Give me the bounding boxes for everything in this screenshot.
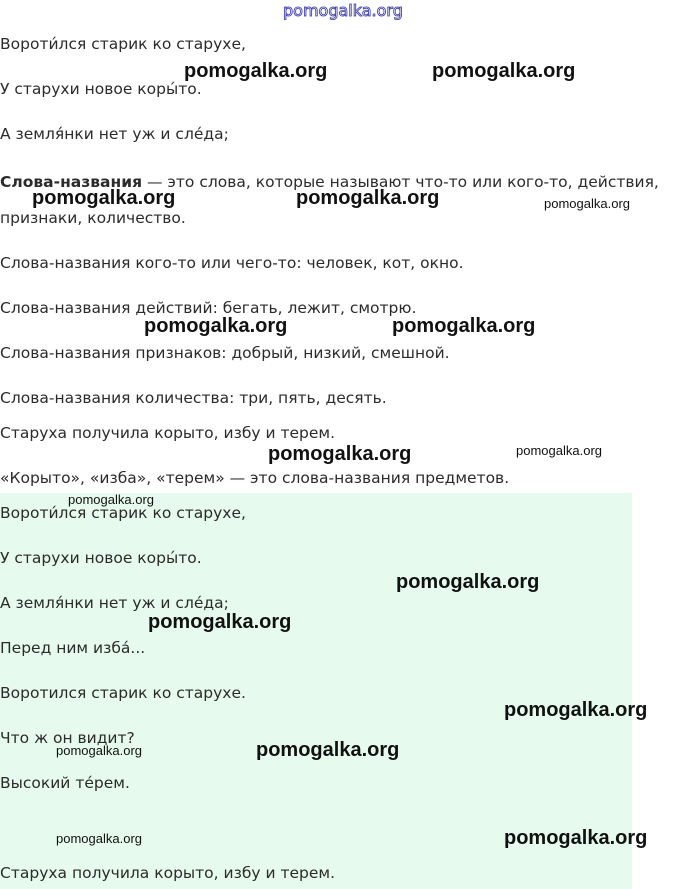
watermark: pomogalka.org — [144, 315, 288, 337]
watermark: pomogalka.org — [56, 831, 142, 846]
excerpt-line-6: Что ж он видит? — [0, 729, 135, 747]
definition-line-2: признаки, количество. — [0, 209, 186, 227]
example-line-4: Слова-названия количества: три, пять, десять. — [0, 389, 387, 407]
watermark: pomogalka.org — [296, 187, 440, 209]
excerpt-line-7: Высокий те́рем. — [0, 774, 130, 792]
example-line-2: Слова-названия действий: бегать, лежит, смотрю. — [0, 299, 417, 317]
watermark: pomogalka.org — [148, 611, 292, 633]
example-line-1: Слова-названия кого-то или чего-то: человек, кот, окно. — [0, 254, 464, 272]
watermark: pomogalka.org — [504, 699, 648, 721]
watermark: pomogalka.org — [544, 196, 630, 211]
poem-line-3: А земля́нки нет уж и сле́да; — [0, 125, 229, 143]
watermark: pomogalka.org — [516, 443, 602, 458]
poem-line-2: У старухи новое коры́то. — [0, 80, 202, 98]
excerpt-line-5: Воротился старик ко старухе. — [0, 684, 246, 702]
watermark-top: pomogalka.org — [283, 1, 403, 20]
definition-term: Слова-названия — [0, 173, 143, 191]
excerpt-line-2: У старухи новое коры́то. — [0, 549, 202, 567]
watermark: pomogalka.org — [268, 443, 412, 465]
watermark: pomogalka.org — [432, 60, 576, 82]
watermark: pomogalka.org — [504, 827, 648, 849]
excerpt-line-3: А земля́нки нет уж и сле́да; — [0, 594, 229, 612]
excerpt-line-1: Вороти́лся старик ко старухе, — [0, 504, 246, 522]
watermark: pomogalka.org — [56, 743, 142, 758]
watermark: pomogalka.org — [68, 492, 154, 507]
watermark: pomogalka.org — [32, 187, 176, 209]
excerpt-line-4: Перед ним изба́... — [0, 639, 146, 657]
watermark: pomogalka.org — [396, 571, 540, 593]
definition-text: — это слова, которые называют что-то или кого-то, действия, — [142, 173, 659, 191]
poem-line-1: Вороти́лся старик ко старухе, — [0, 35, 246, 53]
example-line-6: «Корыто», «изба», «терем» — это слова-названия предметов. — [0, 469, 510, 487]
excerpt-line-8: Старуха получила корыто, избу и терем. — [0, 864, 336, 882]
watermark: pomogalka.org — [184, 60, 328, 82]
watermark: pomogalka.org — [256, 739, 400, 761]
watermark: pomogalka.org — [392, 315, 536, 337]
example-line-5: Старуха получила корыто, избу и терем. — [0, 424, 336, 442]
example-line-3: Слова-названия признаков: добрый, низкий, смешной. — [0, 344, 450, 362]
